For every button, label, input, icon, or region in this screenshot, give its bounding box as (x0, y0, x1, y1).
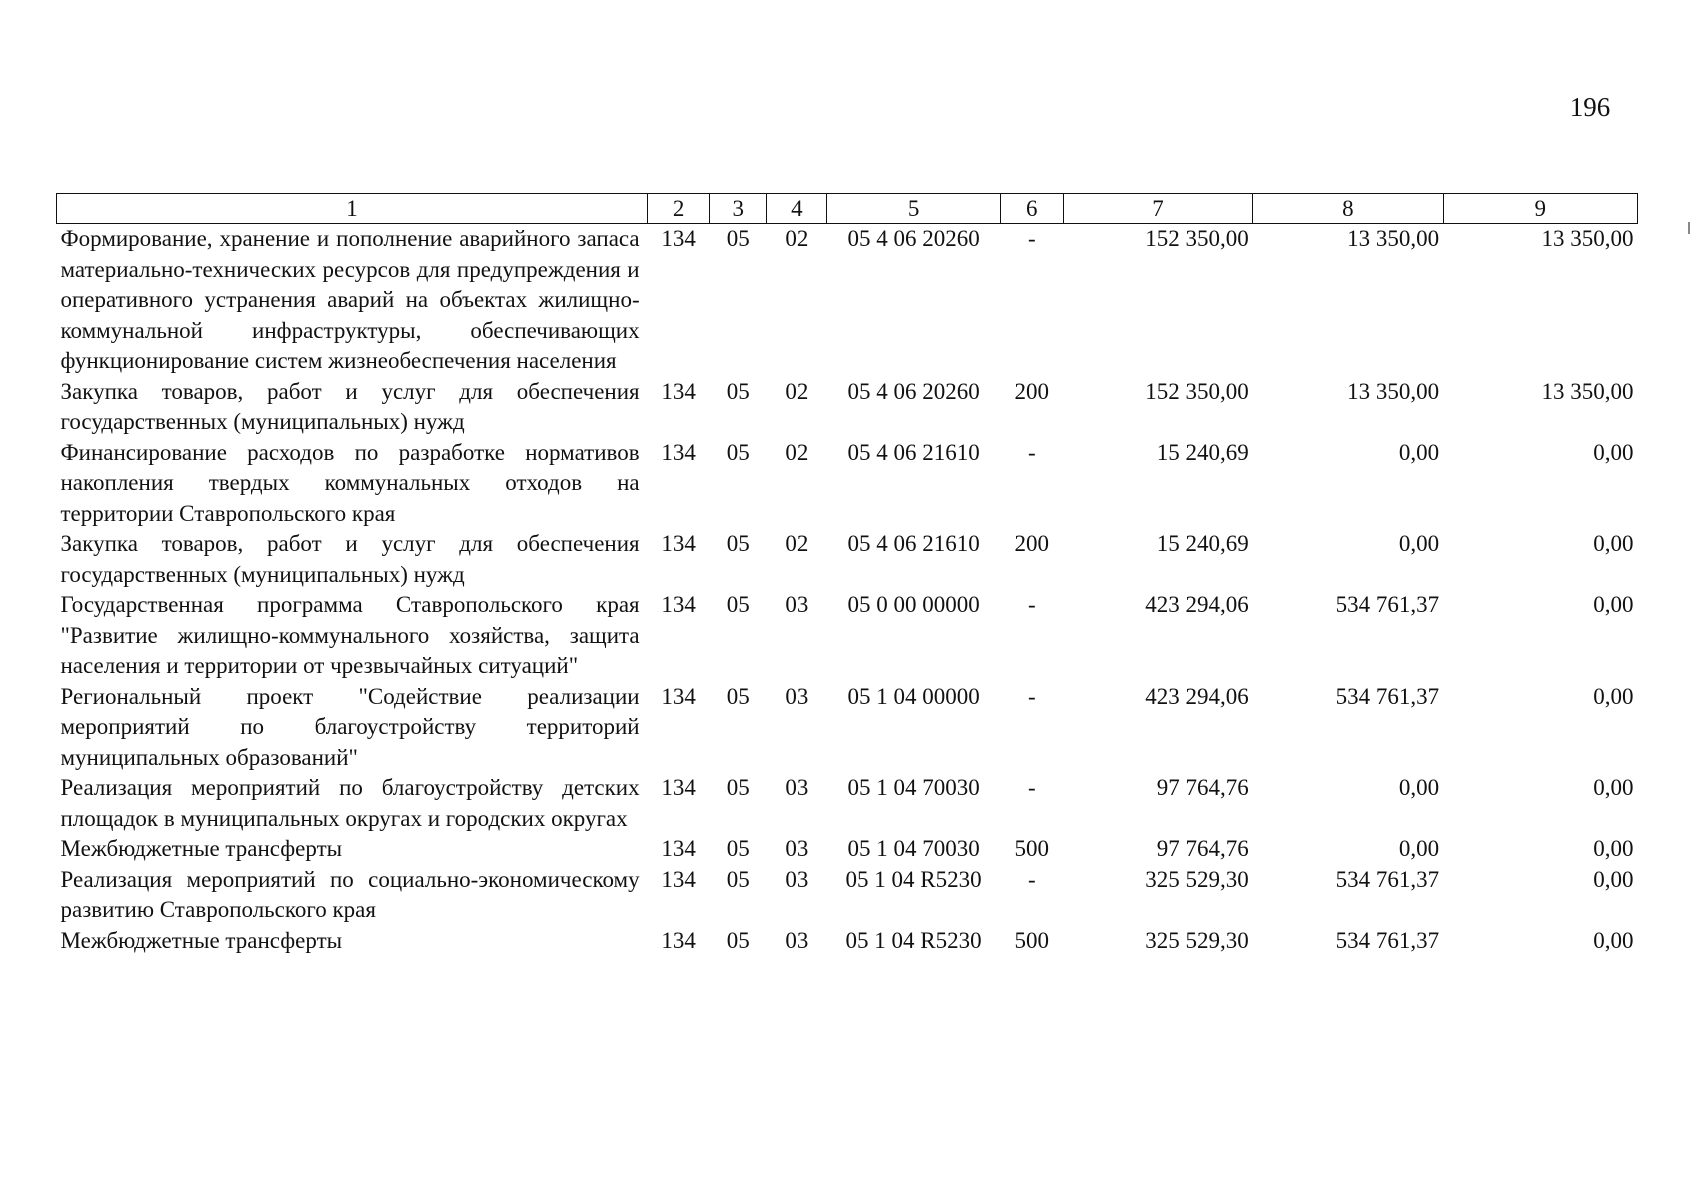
row-col-4: 03 (785, 775, 809, 800)
table-row (57, 224, 1638, 377)
row-name: Межбюджетные трансферты (60, 927, 343, 953)
table-row (57, 834, 1638, 865)
row-col-3: 05 (726, 378, 750, 404)
row-col-9: 0,00 (1593, 592, 1634, 617)
row-col-3: 05 (726, 439, 750, 465)
header-col-5: 5 (827, 194, 1000, 224)
header-col-6: 6 (1000, 194, 1063, 224)
row-col-9: 0,00 (1593, 531, 1634, 556)
row-col-7: 423 294,06 (1145, 683, 1249, 709)
row-col-8: 13 350,00 (1347, 378, 1440, 404)
row-name: Закупка товаров, работ и услуг для обеспечения государственных (муниципальных) нужд (60, 378, 640, 434)
row-col-3: 05 (726, 927, 750, 953)
row-col-4: 02 (785, 439, 809, 465)
row-col-6: - (1027, 866, 1036, 892)
row-name: Государственная программа Ставропольского края "Развитие жилищно-коммунального хозяйства, защита населения и территории от чрезвычайных ситуаций" (60, 592, 640, 678)
row-col-7: 152 350,00 (1145, 378, 1249, 404)
row-col-7: 97 764,76 (1156, 836, 1249, 861)
row-col-2: 134 (661, 775, 696, 800)
row-col-5: 05 4 06 20260 (847, 378, 980, 404)
row-col-9: 13 350,00 (1541, 378, 1634, 404)
row-col-2: 134 (661, 927, 696, 953)
row-col-4: 03 (785, 927, 809, 953)
row-col-4: 02 (785, 531, 809, 556)
header-col-4: 4 (767, 194, 827, 224)
budget-table (56, 193, 1638, 956)
table-row (57, 529, 1638, 590)
row-col-2: 134 (661, 592, 696, 617)
row-col-8: 534 761,37 (1335, 592, 1440, 617)
row-col-6: 200 (1014, 378, 1050, 404)
row-col-5: 05 1 04 00000 (847, 683, 980, 709)
row-col-5: 05 1 04 R5230 (845, 866, 982, 892)
row-col-7: 325 529,30 (1145, 927, 1249, 953)
header-row (57, 194, 1638, 224)
header-col-1: 1 (57, 194, 648, 224)
row-col-8: 534 761,37 (1335, 927, 1440, 953)
row-col-6: 200 (1014, 531, 1050, 556)
row-col-5: 05 1 04 70030 (847, 775, 980, 800)
row-name: Межбюджетные трансферты (60, 836, 343, 861)
row-name: Формирование, хранение и пополнение аварийного запаса материально-технических ресурсов для предупреждения и оперативного устранения аварий на объектах жилищно-коммунальной инфраструктуры, обеспечивающих функционирование систем жизнеобеспечения населения (60, 226, 640, 373)
row-col-2: 134 (661, 866, 696, 892)
row-col-3: 05 (726, 866, 750, 892)
row-col-5: 05 4 06 20260 (847, 226, 980, 251)
row-col-9: 0,00 (1593, 439, 1634, 465)
table-row (57, 773, 1638, 834)
row-col-8: 0,00 (1398, 439, 1440, 465)
table-row (57, 926, 1638, 957)
row-col-3: 05 (726, 683, 750, 709)
row-col-3: 05 (726, 531, 750, 556)
row-col-8: 534 761,37 (1335, 866, 1440, 892)
row-col-6: - (1027, 775, 1036, 800)
row-name: Закупка товаров, работ и услуг для обеспечения государственных (муниципальных) нужд (60, 531, 640, 587)
row-col-2: 134 (661, 836, 696, 861)
row-col-3: 05 (726, 775, 750, 800)
row-col-3: 05 (726, 226, 750, 251)
scan-mark (1688, 222, 1690, 234)
row-col-2: 134 (661, 531, 696, 556)
row-col-8: 0,00 (1398, 836, 1440, 861)
row-col-9: 13 350,00 (1541, 226, 1634, 251)
row-col-8: 0,00 (1398, 775, 1440, 800)
row-col-7: 97 764,76 (1156, 775, 1249, 800)
row-col-2: 134 (661, 683, 696, 709)
row-col-9: 0,00 (1593, 775, 1634, 800)
row-col-6: - (1027, 226, 1036, 251)
row-col-6: - (1027, 592, 1036, 617)
row-col-5: 05 1 04 70030 (847, 836, 980, 861)
row-col-4: 03 (785, 836, 809, 861)
row-col-5: 05 0 00 00000 (847, 592, 980, 617)
row-col-8: 0,00 (1398, 531, 1440, 556)
row-col-6: 500 (1014, 927, 1050, 953)
row-col-3: 05 (726, 592, 750, 617)
row-col-3: 05 (726, 836, 750, 861)
header-col-9: 9 (1443, 194, 1637, 224)
row-name: Финансирование расходов по разработке нормативов накопления твердых коммунальных отходов на территории Ставропольского края (60, 439, 640, 526)
row-col-4: 02 (785, 378, 809, 404)
row-col-2: 134 (661, 226, 696, 251)
table-row (57, 590, 1638, 682)
row-col-8: 534 761,37 (1335, 683, 1440, 709)
row-col-2: 134 (661, 439, 696, 465)
row-col-7: 15 240,69 (1156, 531, 1249, 556)
row-col-4: 03 (785, 592, 809, 617)
header-col-3: 3 (710, 194, 767, 224)
row-col-7: 152 350,00 (1145, 226, 1249, 251)
row-col-7: 15 240,69 (1156, 439, 1249, 465)
row-col-5: 05 1 04 R5230 (845, 927, 982, 953)
row-col-9: 0,00 (1593, 683, 1634, 709)
row-col-9: 0,00 (1593, 836, 1634, 861)
table-row (57, 865, 1638, 926)
row-col-8: 13 350,00 (1347, 226, 1440, 251)
page-number: 196 (1569, 92, 1611, 122)
table-row (57, 438, 1638, 530)
row-col-4: 03 (785, 683, 809, 709)
row-col-6: - (1027, 439, 1036, 465)
row-col-6: - (1027, 683, 1036, 709)
table-row (57, 377, 1638, 438)
row-col-5: 05 4 06 21610 (847, 531, 980, 556)
row-col-2: 134 (661, 378, 696, 404)
header-col-2: 2 (648, 194, 710, 224)
row-col-7: 325 529,30 (1145, 866, 1249, 892)
row-name: Региональный проект "Содействие реализации мероприятий по благоустройству территорий муниципальных образований" (60, 683, 640, 770)
row-col-4: 03 (785, 866, 809, 892)
header-col-7: 7 (1063, 194, 1252, 224)
row-name: Реализация мероприятий по благоустройству детских площадок в муниципальных округах и городских округах (60, 775, 640, 831)
table-row (57, 682, 1638, 774)
row-col-6: 500 (1014, 836, 1050, 861)
row-col-7: 423 294,06 (1145, 592, 1249, 617)
row-col-9: 0,00 (1593, 866, 1634, 892)
row-col-9: 0,00 (1593, 927, 1634, 953)
header-col-8: 8 (1253, 194, 1443, 224)
row-col-4: 02 (785, 226, 809, 251)
row-col-5: 05 4 06 21610 (847, 439, 980, 465)
row-name: Реализация мероприятий по социально-экономическому развитию Ставропольского края (60, 866, 640, 922)
